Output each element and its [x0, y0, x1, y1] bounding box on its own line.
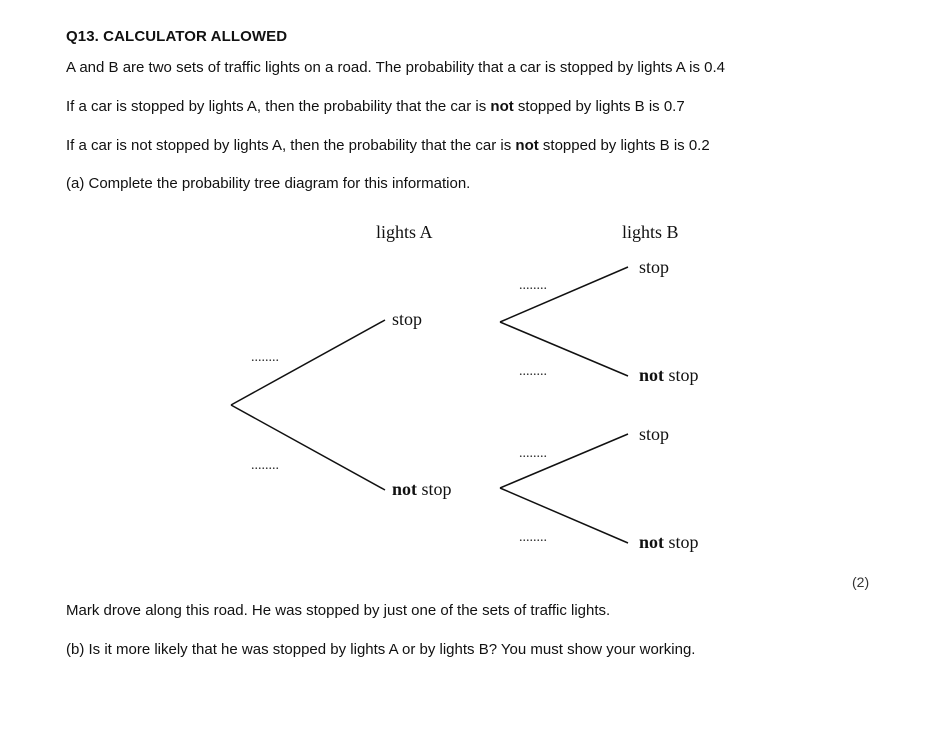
blank-b1-not-stop[interactable]: ........: [519, 364, 547, 379]
line-2-bold: not: [490, 98, 514, 115]
label-b2-stop: stop: [639, 424, 670, 444]
line-3-pre: If a car is not stopped by lights A, then the probability that the car is: [66, 137, 516, 154]
blank-b2-stop[interactable]: ........: [519, 446, 547, 461]
label-a-stop: stop: [392, 309, 423, 329]
label-a-not-stop: [392, 479, 452, 500]
not-word: not: [392, 479, 418, 499]
label-b1-not-stop: [639, 365, 699, 386]
header-lights-a: lights A: [376, 222, 433, 242]
not-word: not: [639, 532, 665, 552]
label-a-not-stop-text: [392, 479, 452, 499]
label-b2-not-stop: [639, 532, 699, 553]
question-line-1: A and B are two sets of traffic lights on a road. The probability that a car is stopped by lights A is 0.4: [66, 59, 725, 76]
blank-b2-not-stop[interactable]: ........: [519, 530, 547, 545]
question-title: Q13. CALCULATOR ALLOWED: [66, 28, 288, 45]
line-2-post: stopped by lights B is 0.7: [513, 98, 685, 115]
stop-word: stop: [664, 532, 699, 552]
label-b1-stop: stop: [639, 257, 670, 277]
part-b-instruction: (b) Is it more likely that he was stopped by lights A or by lights B? You must show your working.: [66, 641, 696, 658]
blank-a-stop[interactable]: ........: [251, 350, 279, 365]
not-word: not: [639, 365, 665, 385]
stop-word: stop: [664, 365, 699, 385]
branch-a-not-stop: [231, 405, 385, 490]
header-lights-b: lights B: [622, 222, 679, 242]
part-a-instruction: (a) Complete the probability tree diagram for this information.: [66, 175, 471, 192]
blank-b1-stop[interactable]: ........: [519, 278, 547, 293]
branch-b1-stop: [500, 267, 628, 322]
line-3-post: stopped by lights B is 0.2: [538, 137, 710, 154]
marks-label: (2): [852, 574, 870, 590]
blank-a-not-stop[interactable]: ........: [251, 458, 279, 473]
stop-word: stop: [417, 479, 452, 499]
line-3-bold: not: [515, 137, 539, 154]
line-2-pre: If a car is stopped by lights A, then the probability that the car is: [66, 98, 491, 115]
mark-drove-text: Mark drove along this road. He was stopped by just one of the sets of traffic lights.: [66, 602, 611, 619]
